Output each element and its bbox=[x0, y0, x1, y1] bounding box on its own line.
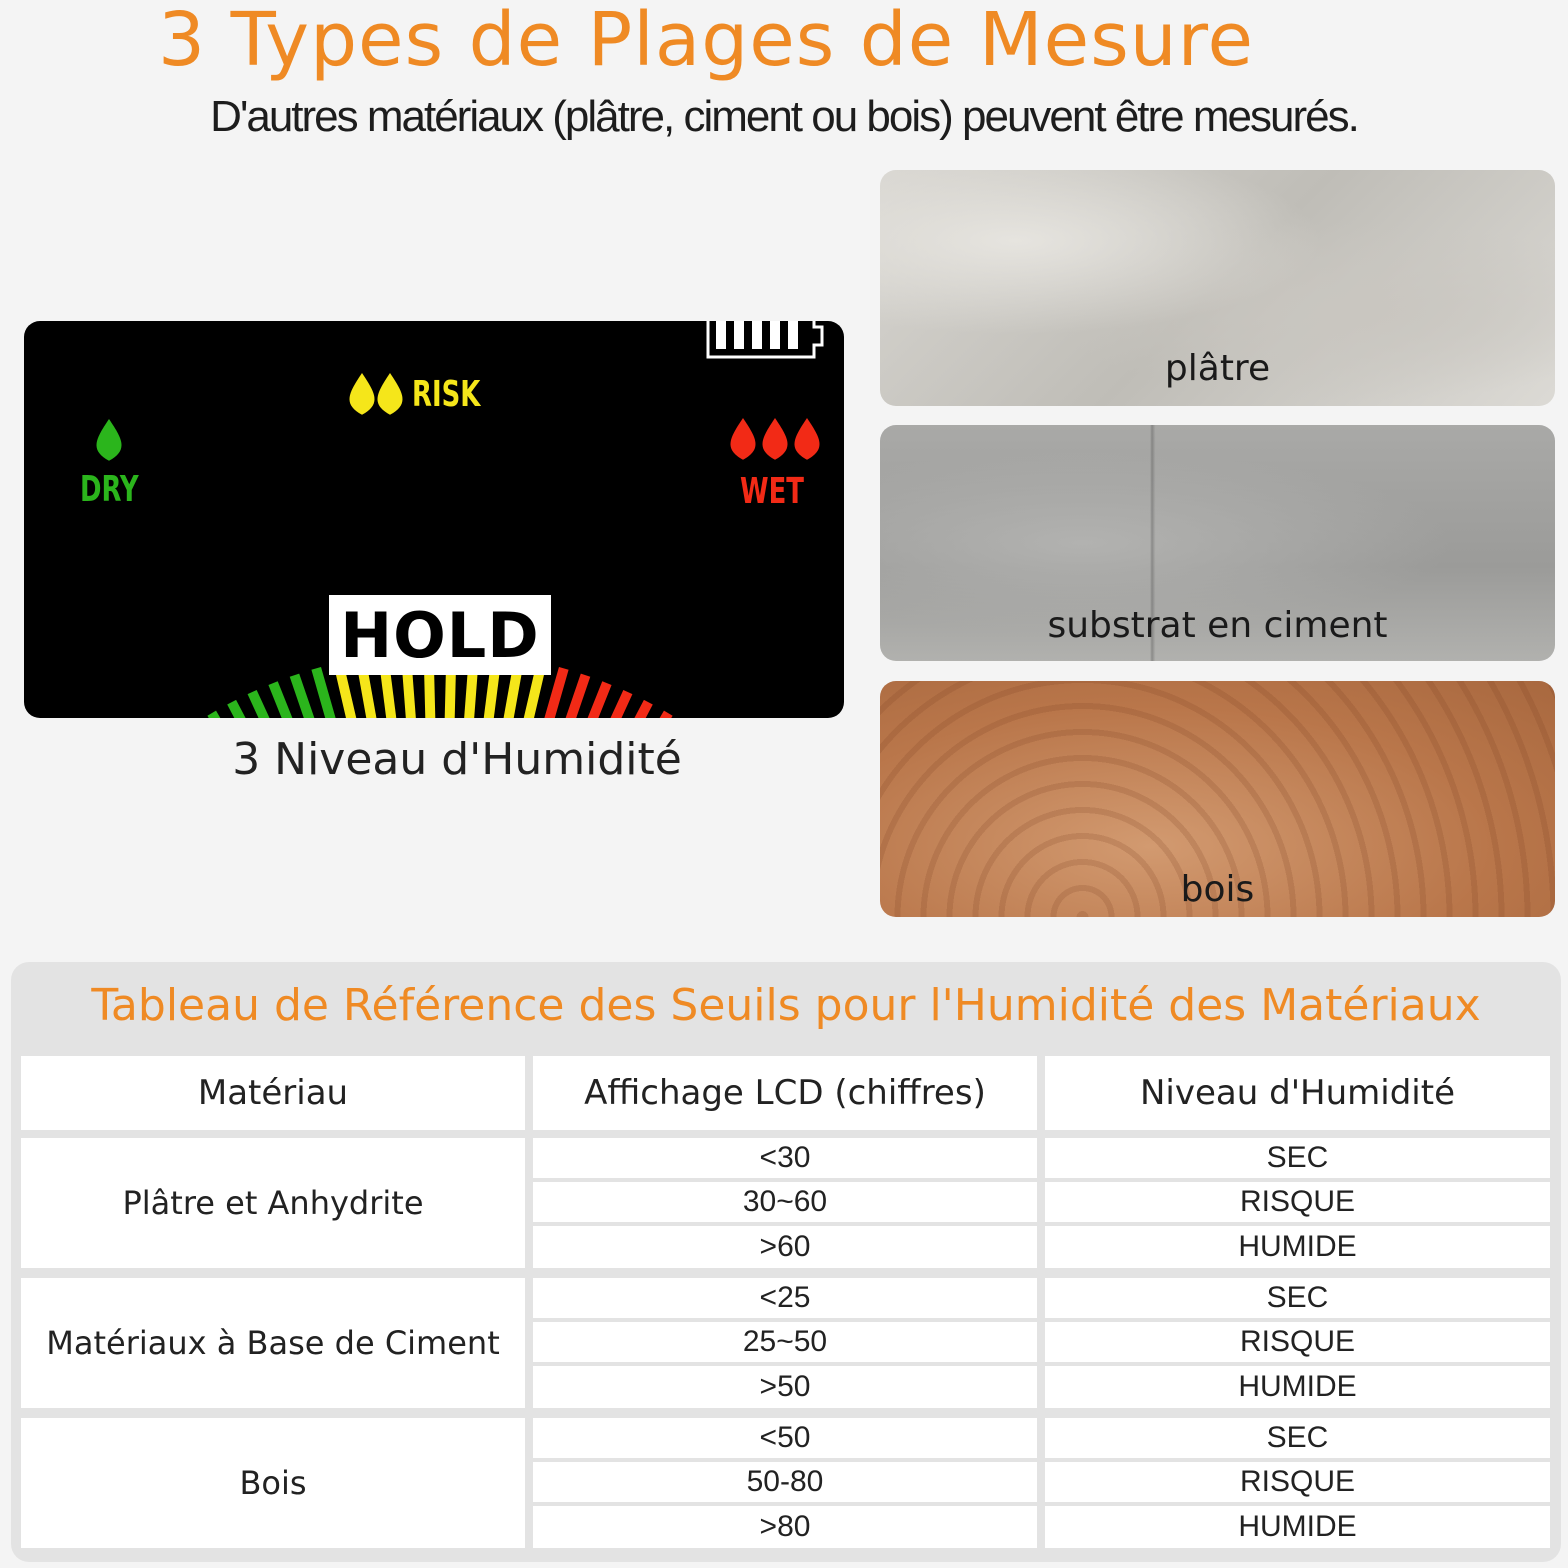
table-cell-lcd: 30~60 bbox=[533, 1182, 1037, 1222]
page-title: 3 Types de Plages de Mesure bbox=[158, 0, 1254, 83]
page-subtitle: D'autres matériaux (plâtre, ciment ou bois) peuvent être mesurés. bbox=[210, 92, 1358, 141]
table-cell-lcd: <25 bbox=[533, 1278, 1037, 1318]
material-tile-wood bbox=[880, 681, 1555, 917]
material-tile-cement bbox=[880, 425, 1555, 661]
table-header-lcd: Affichage LCD (chiffres) bbox=[533, 1056, 1037, 1130]
table-cell-level: HUMIDE bbox=[1045, 1366, 1550, 1408]
gauge-segment bbox=[294, 675, 317, 718]
material-label-cement: substrat en ciment bbox=[1047, 605, 1388, 646]
table-cell-lcd: >50 bbox=[533, 1366, 1037, 1408]
table-header-level: Niveau d'Humidité bbox=[1045, 1056, 1550, 1130]
lcd-label-risk: RISK bbox=[412, 374, 481, 415]
material-tile-plaster bbox=[880, 170, 1555, 406]
table-cell-level: HUMIDE bbox=[1045, 1506, 1550, 1548]
droplet-icon bbox=[97, 419, 122, 461]
material-label-plaster: plâtre bbox=[1164, 348, 1271, 389]
table-cell-lcd: >60 bbox=[533, 1226, 1037, 1268]
lcd-caption: 3 Niveau d'Humidité bbox=[232, 734, 682, 785]
table-cell-lcd: <50 bbox=[533, 1418, 1037, 1458]
table-header-material: Matériau bbox=[21, 1056, 525, 1130]
gauge-segment bbox=[563, 675, 586, 718]
table-cell-lcd: 50-80 bbox=[533, 1462, 1037, 1502]
table-cell-level: SEC bbox=[1045, 1418, 1550, 1458]
gauge-segment bbox=[545, 668, 564, 718]
reference-table-title: Tableau de Référence des Seuils pour l'Humidité des Matériaux bbox=[91, 980, 1481, 1031]
table-cell-material: Bois bbox=[21, 1418, 525, 1548]
lcd-label-wet: WET bbox=[740, 471, 804, 512]
table-cell-level: SEC bbox=[1045, 1278, 1550, 1318]
table-cell-lcd: <30 bbox=[533, 1138, 1037, 1178]
droplet-icon bbox=[795, 418, 820, 460]
table-cell-level: RISQUE bbox=[1045, 1322, 1550, 1362]
lcd-display bbox=[24, 321, 844, 718]
battery-icon bbox=[708, 321, 822, 357]
table-cell-level: HUMIDE bbox=[1045, 1226, 1550, 1268]
table-cell-material: Plâtre et Anhydrite bbox=[21, 1138, 525, 1268]
droplet-icon bbox=[763, 418, 788, 460]
table-cell-material: Matériaux à Base de Ciment bbox=[21, 1278, 525, 1408]
material-label-wood: bois bbox=[1180, 869, 1255, 910]
droplet-icon bbox=[350, 373, 375, 415]
table-cell-level: RISQUE bbox=[1045, 1182, 1550, 1222]
table-cell-lcd: >80 bbox=[533, 1506, 1037, 1548]
table-cell-level: RISQUE bbox=[1045, 1462, 1550, 1502]
lcd-hold-indicator: HOLD bbox=[329, 595, 551, 675]
gauge-segment bbox=[316, 668, 335, 718]
droplet-icon bbox=[731, 418, 756, 460]
droplet-icon bbox=[378, 373, 403, 415]
table-cell-level: SEC bbox=[1045, 1138, 1550, 1178]
reference-table-panel bbox=[11, 962, 1561, 1562]
lcd-label-dry: DRY bbox=[80, 469, 139, 510]
table-cell-lcd: 25~50 bbox=[533, 1322, 1037, 1362]
